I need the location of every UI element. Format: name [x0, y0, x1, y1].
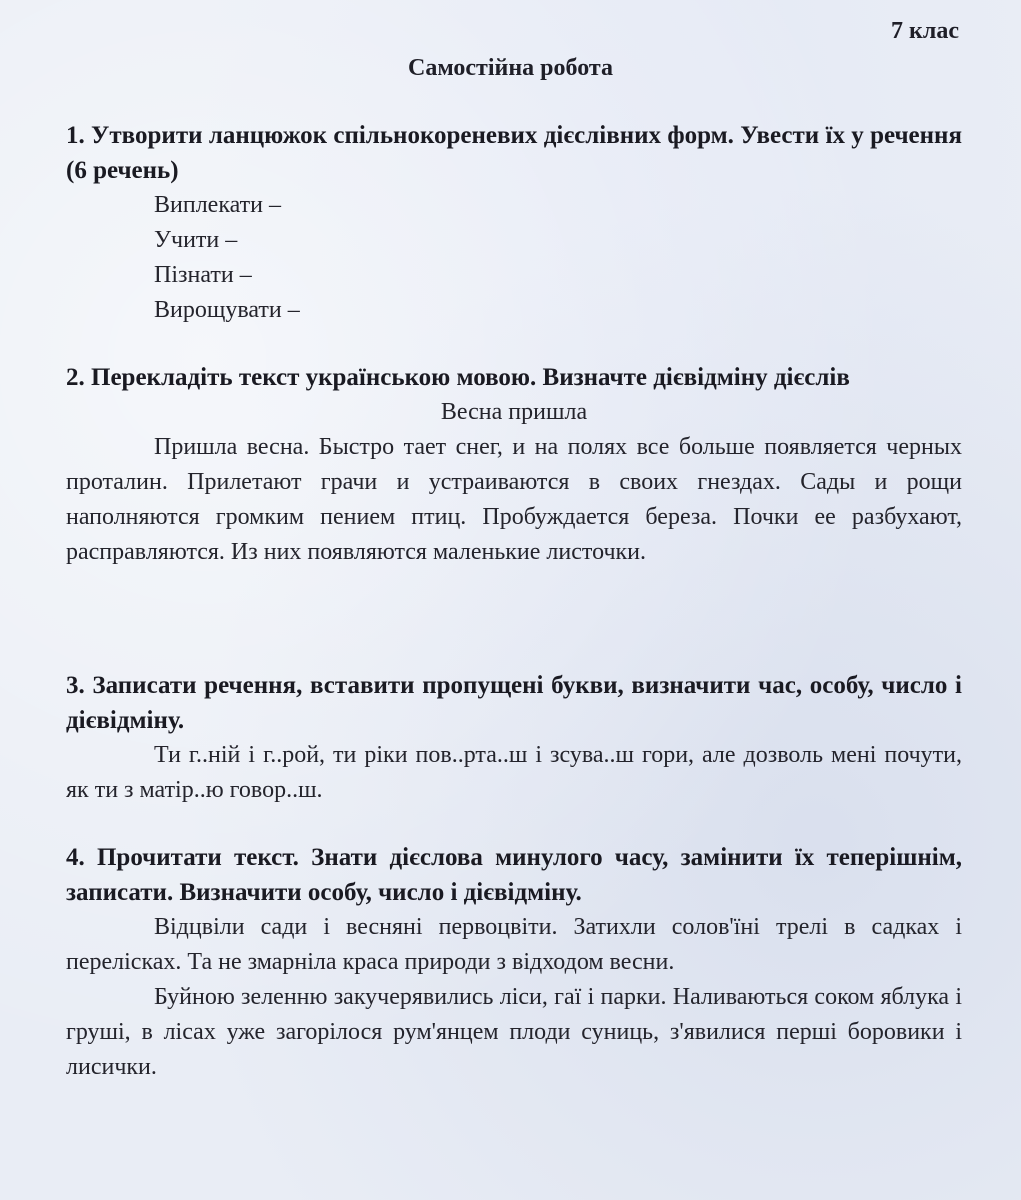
list-item: Виплекати – [154, 192, 281, 218]
task-4 [66, 840, 962, 1085]
task-3-heading: 3. Записати речення, вставити пропущені букви, визначити час, особу, число і дієвідміну. [66, 672, 962, 734]
list-item: Вирощувати – [154, 297, 300, 323]
task-2-heading: 2. Перекладіть текст українською мовою. Визначте дієвідміну дієслів [66, 364, 850, 391]
task-4-paragraph-1: Відцвіли сади і весняні первоцвіти. Затихли солов'їні трелі в садках і перелісках. Та не змарніла краса природи з відходом весни. [66, 914, 962, 975]
task-1-word-list [66, 188, 962, 328]
task-2 [66, 360, 962, 570]
task-2-text: Пришла весна. Быстро тает снег, и на полях все больше появляется черных проталин. Прилетают грачи и устраиваются в своих гнездах. Сады и рощи наполняются громким пением птиц. Пробуждается береза. Почки ее разбухают, расправляются. Из них появляются маленькие листочки. [66, 434, 962, 565]
task-2-text-title: Весна пришла [440, 399, 588, 425]
task-3-text: Ти г..ній і г..рой, ти ріки пов..рта..ш і зсува..ш гори, але дозволь мені почути, як ти з матір..ю говор..ш. [66, 742, 962, 803]
task-1 [66, 118, 962, 328]
list-item: Учити – [154, 227, 238, 253]
grade-label: 7 клас [891, 18, 959, 44]
list-item: Пізнати – [154, 262, 252, 288]
task-4-heading: 4. Прочитати текст. Знати дієслова минулого часу, замінити їх теперішнім, записати. Визначити особу, число і дієвідміну. [66, 844, 962, 906]
task-4-paragraph-2: Буйною зеленню закучерявились ліси, гаї і парки. Наливаються соком яблука і груші, в лісах уже загорілося рум'янцем плоди суниць, з'явилися перші боровики і лисички. [66, 984, 962, 1080]
task-1-heading: 1. Утворити ланцюжок спільнокореневих дієслівних форм. Увести їх у речення (6 речень) [66, 122, 962, 184]
page-title: Самостійна робота [408, 55, 613, 81]
task-3 [66, 668, 962, 808]
